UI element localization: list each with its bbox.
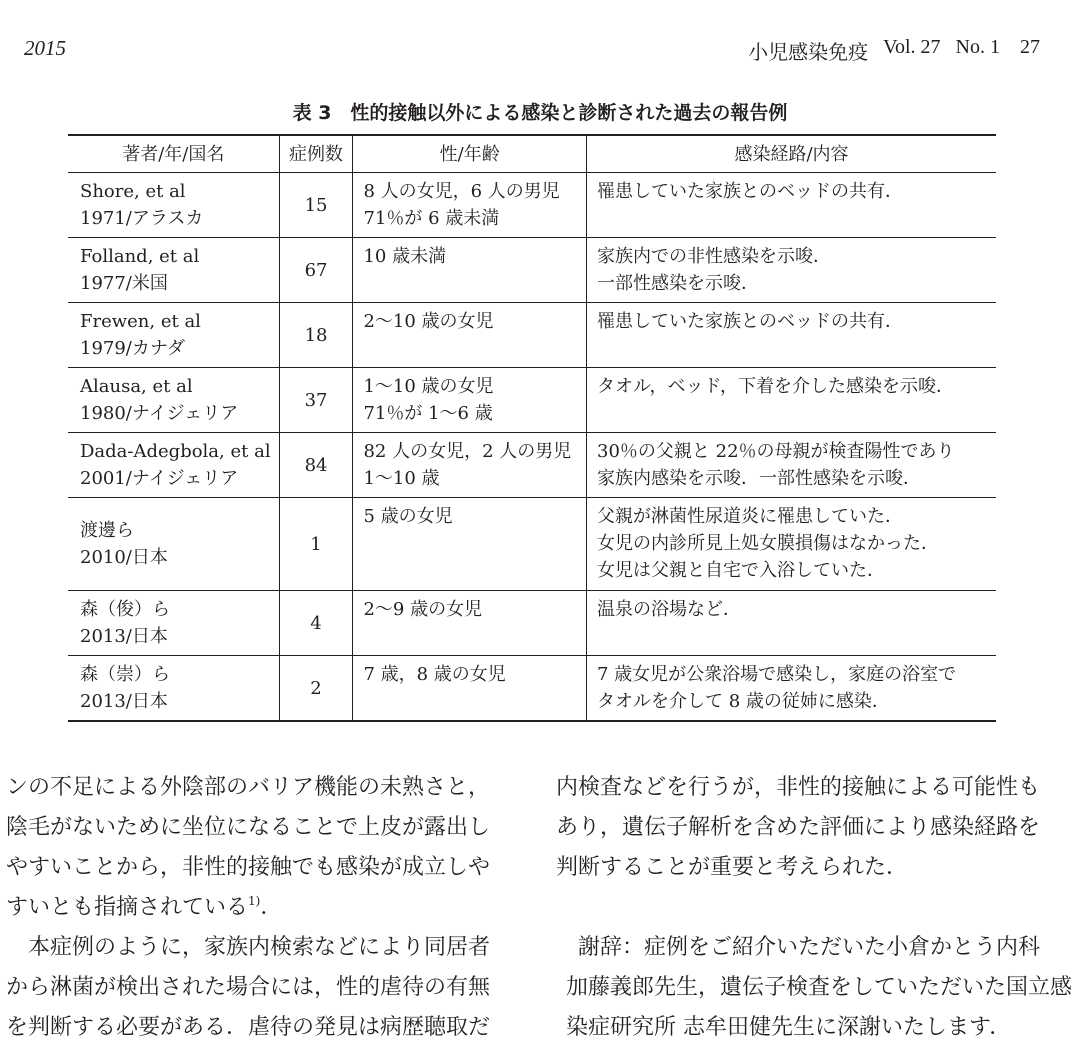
header-journal-info: [748, 36, 1040, 65]
cell-sex-age: [353, 368, 587, 433]
body-line: あり，遺伝子解析を含めた評価により感染経路を: [556, 815, 1041, 840]
cell-route-line: 父親が淋菌性尿道炎に罹患していた．: [597, 506, 903, 527]
cell-author-line: Shore, et al: [80, 181, 186, 202]
cell-author: [68, 498, 279, 591]
cell-route-line: タオルを介して 8 歳の従姉に感染．: [597, 691, 890, 712]
table-row: [68, 173, 996, 238]
cell-route: [587, 591, 997, 656]
cell-sex-age-line: 2〜9 歳の女児: [363, 599, 483, 620]
cell-count: 2: [279, 656, 353, 722]
acknowledgment: [556, 928, 1076, 1048]
cell-author-line: 1977/米国: [80, 273, 168, 294]
cell-author: [68, 656, 279, 722]
cell-route: [587, 173, 997, 238]
header-count: 症例数: [279, 135, 353, 173]
cell-count: 15: [279, 173, 353, 238]
cell-sex-age-line: 2〜10 歳の女児: [363, 311, 494, 332]
cell-author: [68, 303, 279, 368]
table-header-row: [68, 135, 996, 173]
table-row: [68, 591, 996, 656]
cell-author-line: Dada-Adegbola, et al: [80, 441, 271, 462]
cell-route: [587, 368, 997, 433]
cell-author: [68, 173, 279, 238]
cell-count: 1: [279, 498, 353, 591]
cell-sex-age: [353, 498, 587, 591]
cell-route-line: 家族内感染を示唆．一部性感染を示唆．: [597, 468, 921, 489]
cell-author: [68, 368, 279, 433]
cell-count: 84: [279, 433, 353, 498]
cell-route: [587, 656, 997, 722]
table-row: [68, 656, 996, 722]
cell-sex-age: [353, 303, 587, 368]
cell-author-line: 1979/カナダ: [80, 338, 185, 359]
body-line: 本症例のように，家族内検索などにより同居者: [28, 935, 491, 960]
cell-author: [68, 591, 279, 656]
ack-line: 染症研究所 志牟田健先生に深謝いたします．: [566, 1015, 1012, 1040]
body-line: から淋菌が検出された場合には，性的虐待の有無: [6, 975, 491, 1000]
body-left-column: [6, 768, 526, 1048]
header-author: 著者/年/国名: [68, 135, 279, 173]
cell-author-line: Alausa, et al: [80, 376, 193, 397]
header-sex-age: 性/年齢: [353, 135, 587, 173]
running-header: [24, 36, 1040, 64]
cell-sex-age-line: 8 人の女児，6 人の男児: [363, 181, 560, 202]
cell-sex-age: [353, 433, 587, 498]
cell-author-line: 1971/アラスカ: [80, 208, 204, 229]
journal-number: No. 1: [955, 36, 1000, 58]
cell-sex-age-line: 5 歳の女児: [363, 506, 453, 527]
table-row: [68, 303, 996, 368]
cell-route-line: 罹患していた家族とのベッドの共有．: [597, 311, 903, 332]
table-row: [68, 238, 996, 303]
cell-sex-age: [353, 238, 587, 303]
cell-route-line: 女児の内診所見上処女膜損傷はなかった．: [597, 533, 939, 554]
body-line: 判断することが重要と考えられた．: [556, 855, 909, 880]
report-table: [68, 134, 996, 722]
table-body: [68, 173, 996, 722]
cell-author: [68, 238, 279, 303]
cell-count: 18: [279, 303, 353, 368]
cell-author-line: 森（崇）ら: [80, 664, 170, 685]
cell-count: 67: [279, 238, 353, 303]
cell-route-line: 罹患していた家族とのベッドの共有．: [597, 181, 903, 202]
cell-sex-age: [353, 173, 587, 238]
cell-route-line: 7 歳女児が公衆浴場で感染し，家庭の浴室で: [597, 664, 957, 685]
cell-author-line: 2001/ナイジェリア: [80, 468, 239, 489]
page-number: 27: [1020, 36, 1040, 58]
cell-route-line: タオル，ベッド，下着を介した感染を示唆．: [597, 376, 954, 397]
header-year: 2015: [24, 36, 66, 60]
cell-sex-age-line: 10 歳未満: [363, 246, 447, 267]
table-title: 表 3 性的接触以外による感染と診断された過去の報告例: [292, 102, 788, 124]
table-row: [68, 498, 996, 591]
cell-author-line: 2013/日本: [80, 626, 168, 647]
journal-name: 小児感染免疫: [748, 42, 869, 64]
ack-line: 謝辞：症例をご紹介いただいた小倉かとう内科: [578, 935, 1041, 960]
body-right-column: [556, 768, 1076, 1048]
cell-count: 4: [279, 591, 353, 656]
cell-count: 37: [279, 368, 353, 433]
cell-sex-age-line: 1〜10 歳: [363, 468, 440, 489]
journal-volume: Vol. 27: [883, 36, 941, 58]
cell-route: [587, 303, 997, 368]
cell-author: [68, 433, 279, 498]
cell-author-line: 森（俊）ら: [80, 599, 170, 620]
cell-route-line: 女児は父親と自宅で入浴していた．: [597, 560, 885, 581]
body-line: ンの不足による外陰部のバリア機能の未熟さと，: [6, 775, 491, 800]
body-line: 陰毛がないために坐位になることで上皮が露出し: [6, 815, 491, 840]
cell-route: [587, 433, 997, 498]
cell-sex-age: [353, 656, 587, 722]
table-row: [68, 433, 996, 498]
cell-route: [587, 238, 997, 303]
cell-sex-age: [353, 591, 587, 656]
cell-author-line: 2013/日本: [80, 691, 168, 712]
cell-route-line: 温泉の浴場など．: [597, 599, 741, 620]
body-line-with-citation: すいとも指摘されている$^{1)}$．: [6, 894, 283, 920]
cell-route-line: 一部性感染を示唆．: [597, 273, 759, 294]
cell-author-line: 渡邊ら: [80, 520, 134, 541]
cell-author-line: 2010/日本: [80, 547, 168, 568]
cell-sex-age-line: 71％が 1〜6 歳: [363, 403, 493, 424]
body-line: を判断する必要がある．虐待の発見は病歴聴取だ: [6, 1015, 491, 1040]
cell-author-line: Frewen, et al: [80, 311, 201, 332]
body-line: 内検査などを行うが，非性的接触による可能性も: [556, 775, 1041, 800]
citation-ref: 1): [248, 894, 261, 908]
cell-sex-age-line: 71％が 6 歳未満: [363, 208, 500, 229]
table-row: [68, 368, 996, 433]
cell-author-line: 1980/ナイジェリア: [80, 403, 239, 424]
cell-route-line: 30％の父親と 22％の母親が検査陽性であり: [597, 441, 955, 462]
cell-sex-age-line: 82 人の女児，2 人の男児: [363, 441, 572, 462]
cell-route-line: 家族内での非性感染を示唆．: [597, 246, 831, 267]
cell-sex-age-line: 1〜10 歳の女児: [363, 376, 494, 397]
header-route: 感染経路/内容: [587, 135, 997, 173]
cell-author-line: Folland, et al: [80, 246, 200, 267]
cell-sex-age-line: 7 歳，8 歳の女児: [363, 664, 506, 685]
body-line: やすいことから，非性的接触でも感染が成立しや: [6, 855, 491, 880]
cell-route: [587, 498, 997, 591]
ack-line: 加藤義郎先生，遺伝子検査をしていただいた国立感: [566, 975, 1073, 1000]
